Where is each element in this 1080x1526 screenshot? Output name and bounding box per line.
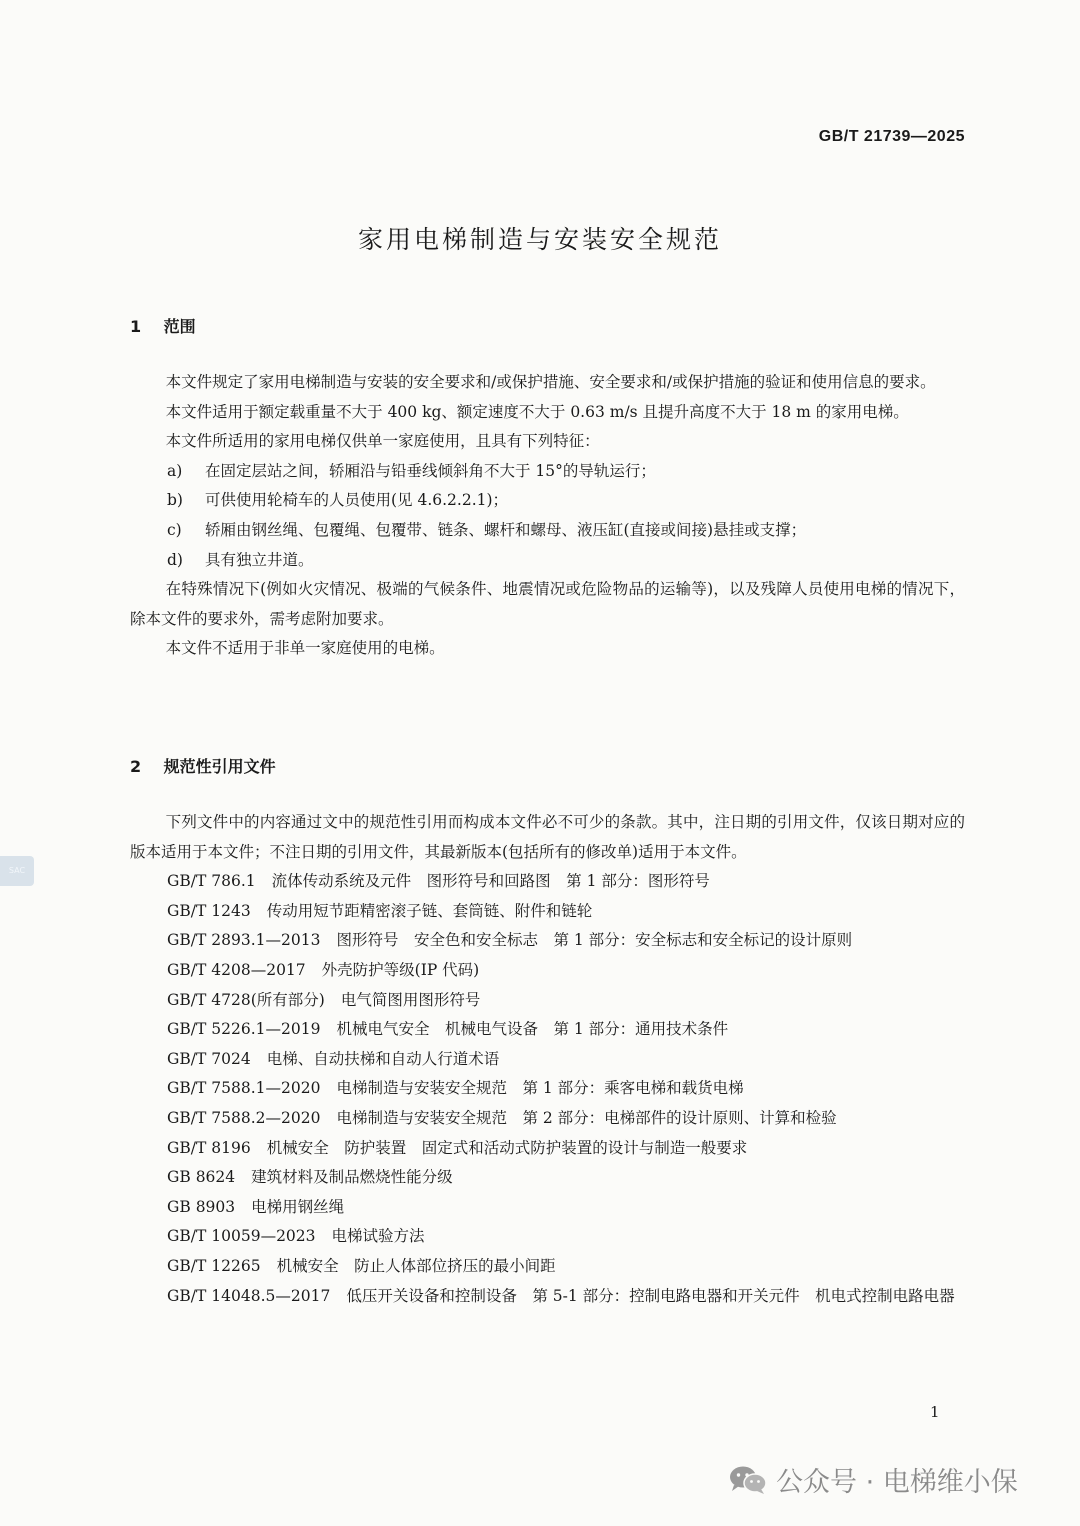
reference-item: GB/T 5226.1—2019 机械电气安全 机械电气设备 第 1 部分：通用技术条件 — [167, 1020, 729, 1039]
reference-item: GB/T 14048.5—2017 低压开关设备和控制设备 第 5-1 部分：控制电路电器和开关元件 机电式控制电路电器 — [167, 1286, 955, 1305]
watermark-text: 公众号 · 电梯维小保 — [776, 1467, 1018, 1498]
section-2-number: 2 — [130, 757, 142, 776]
references-intro: 下列文件中的内容通过文中的规范性引用而构成本文件必不可少的条款。其中，注日期的引用文件，仅该日期对应的版本适用于本文件；不注日期的引用文件，其最新版本(包括所有的修改单)适用于本文件。 — [130, 813, 965, 861]
section-2-body — [130, 808, 965, 1311]
list-item: d) 具有独立井道。 — [167, 550, 314, 569]
reference-item: GB/T 7588.1—2020 电梯制造与安装安全规范 第 1 部分：乘客电梯和载货电梯 — [167, 1079, 744, 1098]
page-number: 1 — [930, 1403, 940, 1421]
section-2-title: 规范性引用文件 — [163, 757, 276, 776]
reference-item: GB/T 12265 机械安全 防止人体部位挤压的最小间距 — [167, 1256, 556, 1275]
section-1-heading — [130, 314, 196, 337]
reference-item: GB/T 10059—2023 电梯试验方法 — [167, 1227, 425, 1246]
scope-paragraph-1: 本文件规定了家用电梯制造与安装的安全要求和/或保护措施、安全要求和/或保护措施的验证和使用信息的要求。 — [165, 373, 936, 391]
reference-item: GB/T 786.1 流体传动系统及元件 图形符号和回路图 第 1 部分：图形符号 — [167, 872, 710, 891]
reference-item: GB/T 2893.1—2013 图形符号 安全色和安全标志 第 1 部分：安全标志和安全标记的设计原则 — [167, 931, 853, 950]
section-2-heading — [130, 754, 276, 777]
wechat-icon — [728, 1465, 768, 1495]
list-item: c) 轿厢由钢丝绳、包覆绳、包覆带、链条、螺杆和螺母、液压缸(直接或间接)悬挂或支撑； — [167, 520, 807, 539]
watermark — [728, 1460, 1018, 1499]
section-1-body — [130, 368, 965, 664]
list-item: b) 可供使用轮椅车的人员使用(见 4.6.2.2.1)； — [167, 491, 509, 510]
reference-item: GB/T 4728(所有部分) 电气简图用图形符号 — [167, 990, 481, 1009]
reference-item: GB/T 7024 电梯、自动扶梯和自动人行道术语 — [167, 1049, 500, 1068]
section-1-title: 范围 — [163, 317, 196, 336]
edge-tab-mark: SAC — [0, 856, 34, 886]
list-item: a) 在固定层站之间，轿厢沿与铅垂线倾斜角不大于 15°的导轨运行； — [167, 461, 656, 480]
scope-paragraph-3: 本文件所适用的家用电梯仅供单一家庭使用，且具有下列特征： — [165, 432, 600, 451]
scope-paragraph-2: 本文件适用于额定载重量不大于 400 kg、额定速度不大于 0.63 m/s 且提升高度不大于 18 m 的家用电梯。 — [165, 402, 909, 421]
document-title: 家用电梯制造与安装安全规范 — [357, 225, 722, 254]
reference-item: GB/T 4208—2017 外壳防护等级(IP 代码) — [167, 960, 480, 979]
section-1-number: 1 — [130, 317, 142, 336]
reference-item: GB 8624 建筑材料及制品燃烧性能分级 — [167, 1168, 453, 1187]
standard-number: GB/T 21739—2025 — [818, 128, 965, 145]
reference-item: GB/T 7588.2—2020 电梯制造与安装安全规范 第 2 部分：电梯部件的设计原则、计算和检验 — [167, 1108, 837, 1127]
reference-item: GB/T 1243 传动用短节距精密滚子链、套筒链、附件和链轮 — [167, 901, 593, 920]
reference-item: GB 8903 电梯用钢丝绳 — [167, 1197, 345, 1216]
reference-item: GB/T 8196 机械安全 防护装置 固定式和活动式防护装置的设计与制造一般要求 — [167, 1138, 748, 1157]
scope-paragraph-4: 在特殊情况下(例如火灾情况、极端的气候条件、地震情况或危险物品的运输等)，以及残障人员使用电梯的情况下，除本文件的要求外，需考虑附加要求。 — [130, 580, 965, 628]
scope-paragraph-5: 本文件不适用于非单一家庭使用的电梯。 — [165, 639, 445, 658]
